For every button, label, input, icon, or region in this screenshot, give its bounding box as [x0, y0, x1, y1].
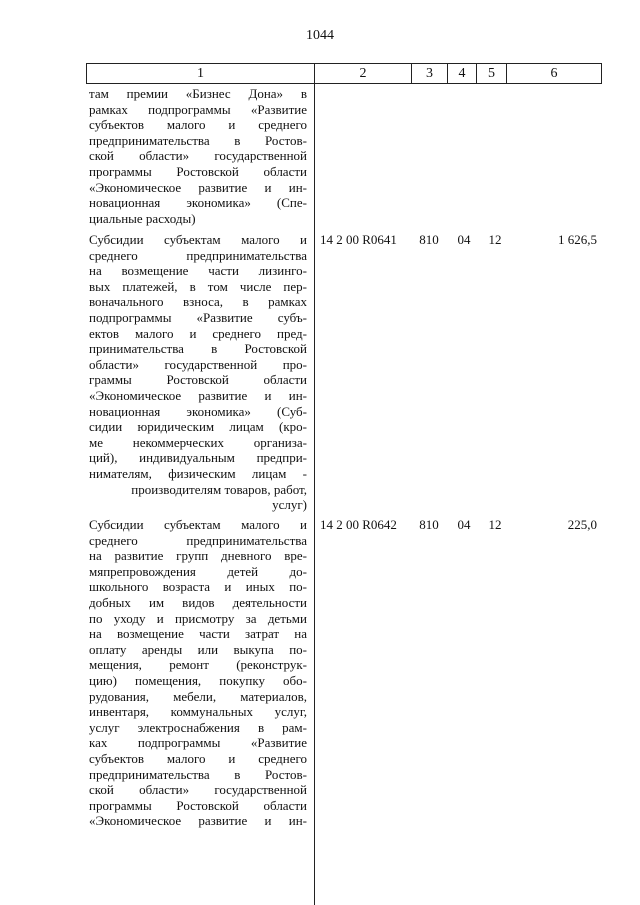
header-col-2: 2 — [315, 64, 412, 83]
description-line: оплату аренды или выкупа по- — [89, 641, 307, 657]
row-pr: 12 — [488, 232, 502, 247]
row-rz: 04 — [457, 517, 471, 532]
description-line: рамках подпрограммы «Развитие — [89, 101, 307, 117]
row-code: 14 2 00 R0641 — [320, 232, 397, 247]
description-line: предпринимательства в Ростов- — [89, 766, 307, 782]
description-line: вых платежей, в том числе пер- — [89, 278, 307, 294]
description-line: подпрограммы «Развитие субъ- — [89, 309, 307, 325]
description-line: ках подпрограммы «Развитие — [89, 735, 307, 751]
row-rz: 04 — [457, 232, 471, 247]
description-line: ций), индивидуальным предпри- — [89, 450, 307, 466]
header-col-4: 4 — [448, 64, 477, 83]
row-code: 14 2 00 R0642 — [320, 517, 397, 532]
row-amount: 1 626,5 — [558, 232, 597, 247]
description-line: воначального взноса, в рамках — [89, 294, 307, 310]
row-grbs: 810 — [419, 232, 439, 247]
header-col-1: 1 — [87, 64, 315, 83]
description-line: субъектов малого и среднего — [89, 117, 307, 133]
description-line: Субсидии субъектам малого и — [89, 517, 307, 532]
description-line: принимательства в Ростовской — [89, 341, 307, 357]
description-line: добных им видов деятельности — [89, 594, 307, 610]
description-line: программы Ростовской области — [89, 163, 307, 179]
description-line: новационная экономика» (Суб- — [89, 403, 307, 419]
description-line: на возмещение части затрат на — [89, 626, 307, 642]
row-description — [89, 517, 307, 829]
description-line: среднего предпринимательства — [89, 532, 307, 548]
description-line: граммы Ростовской области — [89, 372, 307, 388]
description-line: мещения, ремонт (реконструк- — [89, 657, 307, 673]
description-line: предпринимательства в Ростов- — [89, 132, 307, 148]
description-line: ектов малого и среднего пред- — [89, 325, 307, 341]
column-divider — [314, 84, 315, 905]
description-line: программы Ростовской области — [89, 797, 307, 813]
description-line: ской области» государственной — [89, 782, 307, 798]
description-line: нимателям, физическим лицам - — [89, 465, 307, 481]
description-line: мяпрепровождения детей до- — [89, 563, 307, 579]
description-line: новационная экономика» (Спе- — [89, 195, 307, 211]
header-col-5: 5 — [477, 64, 507, 83]
description-line: субъектов малого и среднего — [89, 750, 307, 766]
description-line: на возмещение части лизинго- — [89, 263, 307, 279]
description-line: услуг) — [272, 497, 307, 513]
row-amount: 225,0 — [567, 517, 597, 532]
description-line: Субсидии субъектам малого и — [89, 232, 307, 247]
description-line: «Экономическое развитие и ин- — [89, 179, 307, 195]
description-line: «Экономическое развитие и ин- — [89, 387, 307, 403]
description-line: цию) помещения, покупку обо- — [89, 672, 307, 688]
description-line: ме некоммерческих организа- — [89, 434, 307, 450]
description-line: на развитие групп дневного вре- — [89, 548, 307, 564]
row-description — [89, 232, 307, 513]
description-line: там премии «Бизнес Дона» в — [89, 86, 307, 101]
description-line: «Экономическое развитие и ин- — [89, 813, 307, 829]
description-line: рудования, мебели, материалов, — [89, 688, 307, 704]
page-number: 1044 — [306, 28, 334, 43]
header-col-3: 3 — [412, 64, 448, 83]
description-line: области» государственной про- — [89, 356, 307, 372]
description-line: услуг электроснабжения в рам- — [89, 719, 307, 735]
description-line: по уходу и присмотру за детьми — [89, 610, 307, 626]
description-line: циальные расходы) — [89, 210, 196, 226]
row-description — [89, 86, 307, 226]
description-line: инвентаря, коммунальных услуг, — [89, 704, 307, 720]
row-grbs: 810 — [419, 517, 439, 532]
header-col-6: 6 — [550, 66, 558, 81]
table-header — [86, 63, 602, 84]
description-line: школьного возраста и иных по- — [89, 579, 307, 595]
row-pr: 12 — [488, 517, 502, 532]
description-line: производителям товаров, работ, — [131, 481, 307, 497]
description-line: среднего предпринимательства — [89, 247, 307, 263]
description-line: ской области» государственной — [89, 148, 307, 164]
description-line: сидии юридическим лицам (кро- — [89, 419, 307, 435]
